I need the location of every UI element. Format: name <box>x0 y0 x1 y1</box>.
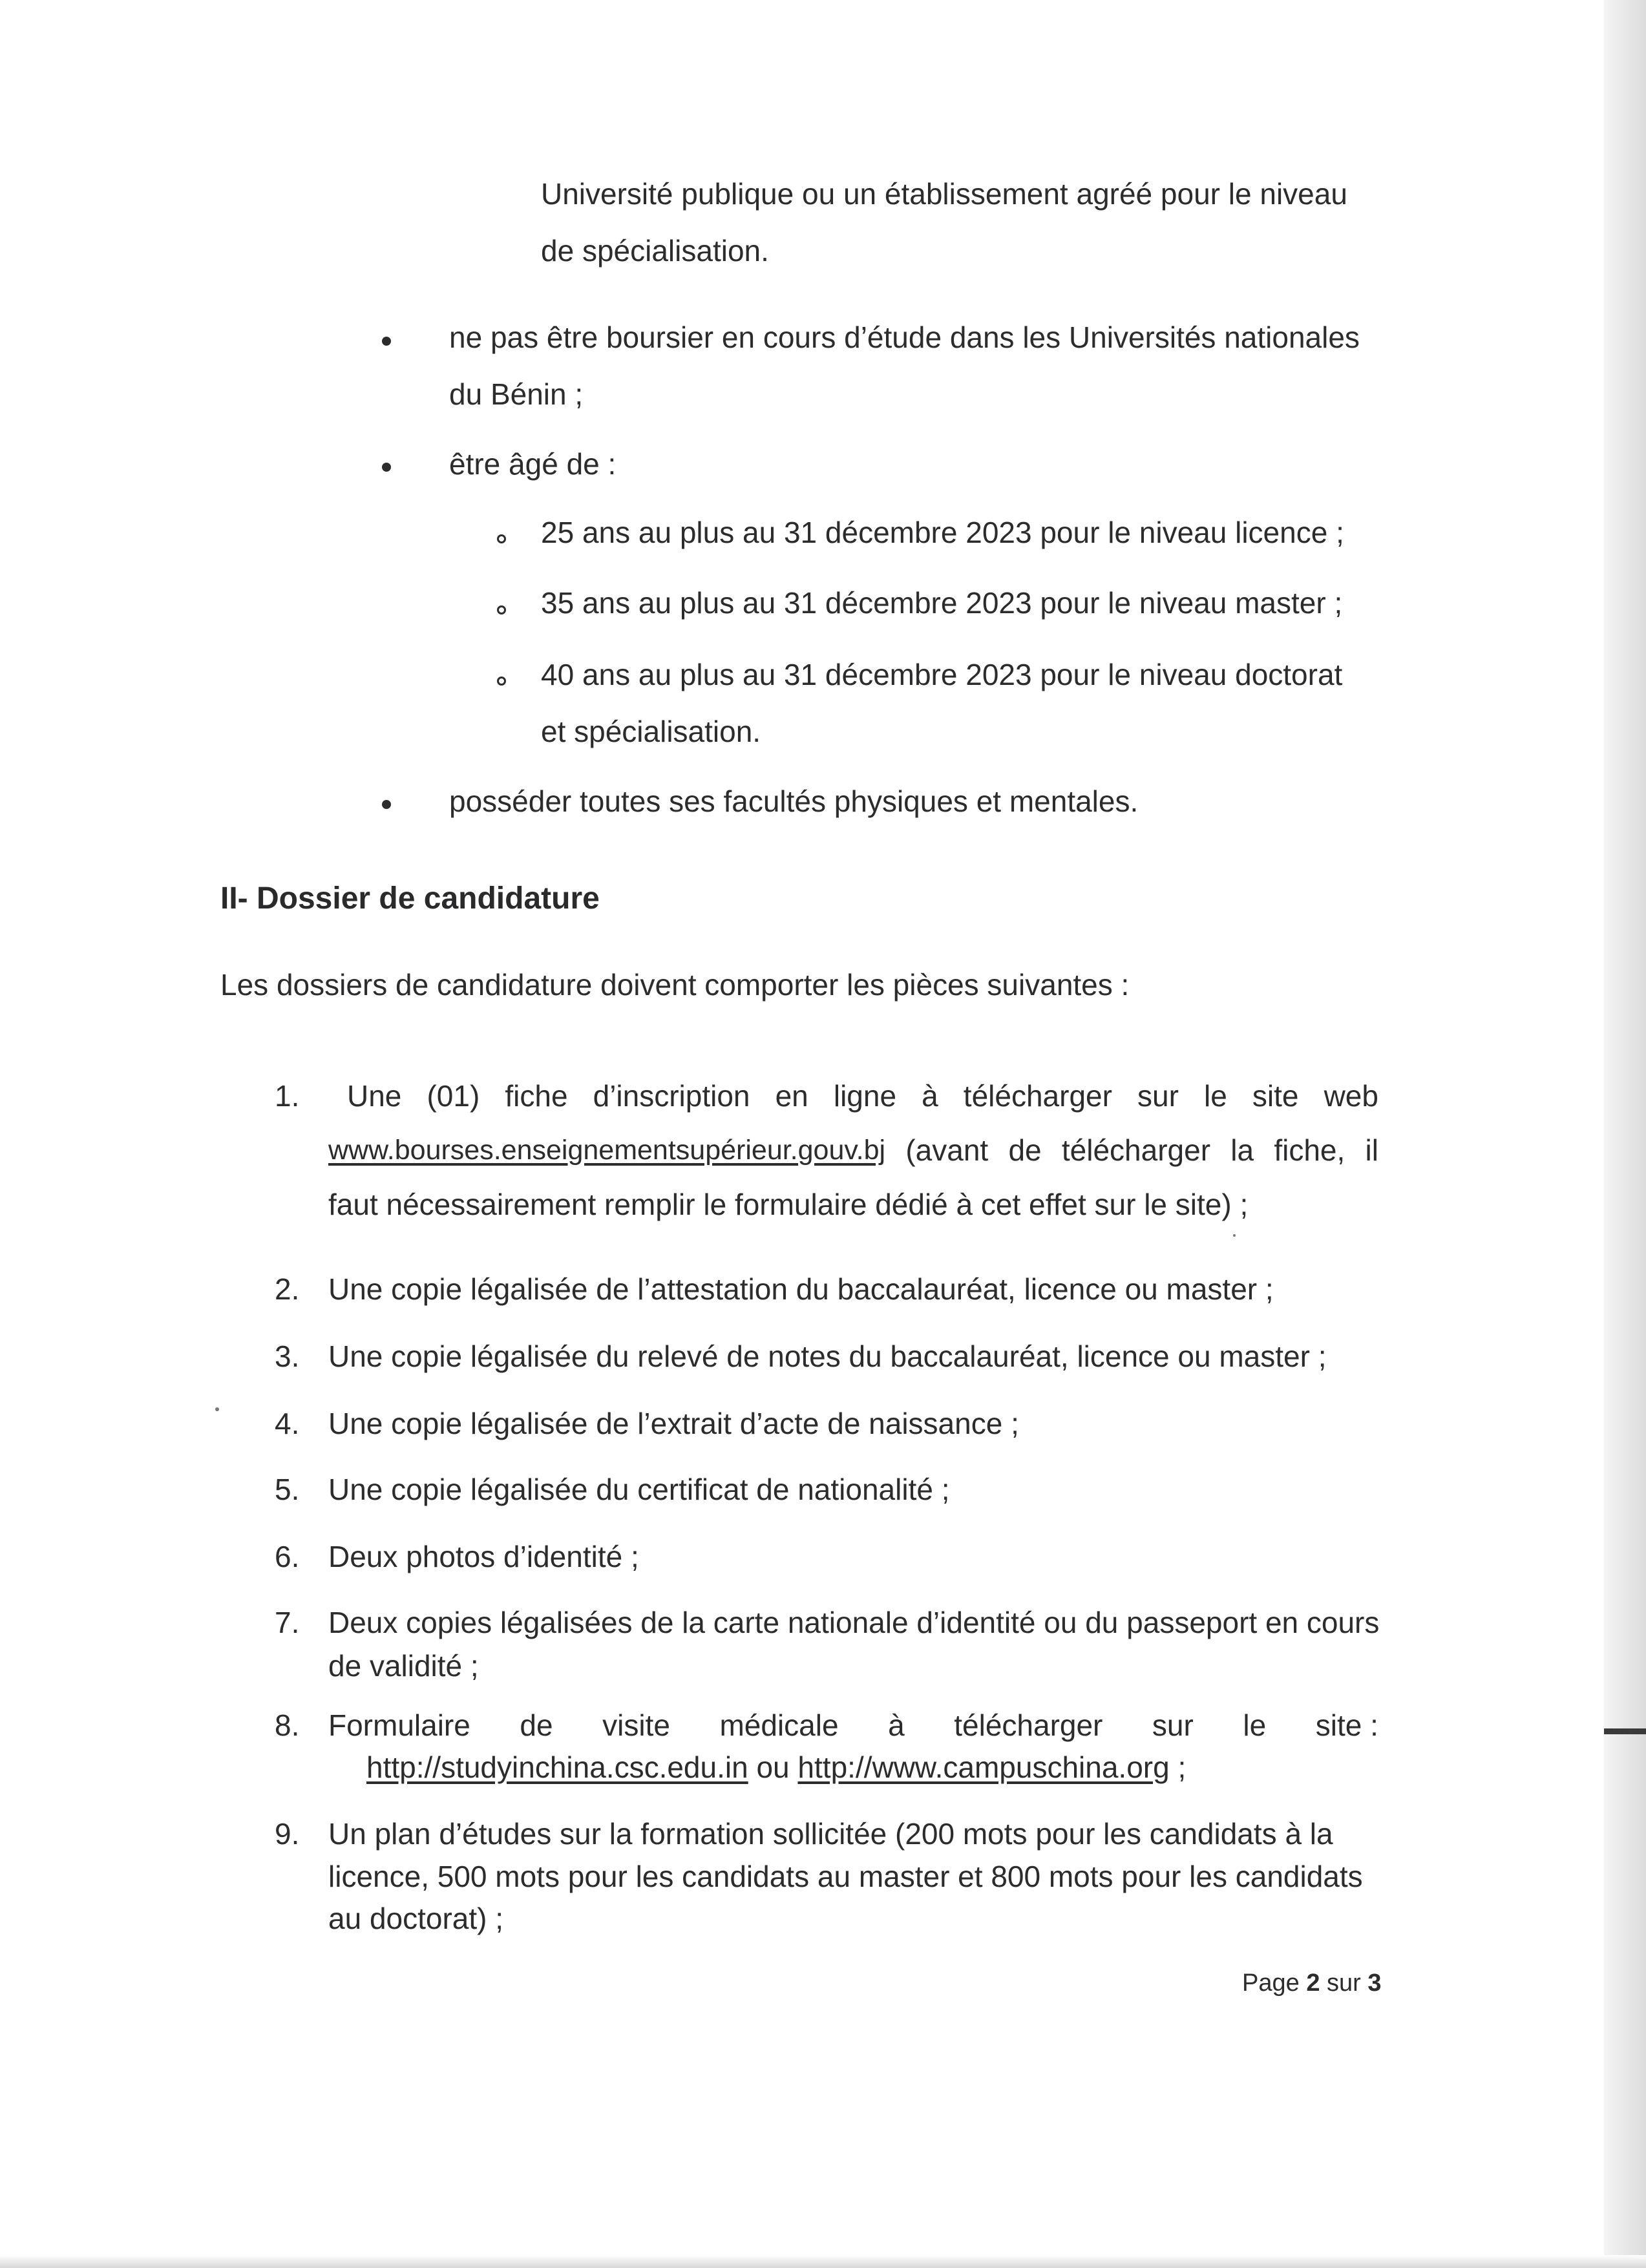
word: visite <box>602 1708 670 1742</box>
word: Une <box>347 1079 402 1113</box>
word: en <box>775 1079 808 1113</box>
scan-speck <box>1233 1234 1236 1237</box>
list-item-number: 4. <box>275 1407 300 1440</box>
word: télécharger <box>963 1079 1112 1113</box>
list-item-2-text: Une copie légalisée de l’attestation du baccalauréat, licence ou master ; <box>328 1272 1274 1306</box>
word: fiche, <box>1274 1133 1345 1167</box>
word: le <box>1243 1708 1267 1742</box>
scan-speck <box>215 1407 219 1411</box>
word: (avant <box>905 1133 989 1167</box>
list-item-5-text: Une copie légalisée du certificat de nationalité ; <box>328 1473 950 1506</box>
word: à <box>922 1079 938 1113</box>
bullet-3-text: posséder toutes ses facultés physiques et mentales. <box>449 784 1139 818</box>
studyinchina-link[interactable]: http://studyinchina.csc.edu.in <box>366 1750 748 1784</box>
page-label: Page <box>1242 1969 1300 1997</box>
word: de <box>1008 1133 1042 1167</box>
word: le <box>1204 1079 1227 1113</box>
word: fiche <box>505 1079 568 1113</box>
word: à <box>888 1708 905 1742</box>
bullet-1-line-1: ne pas être boursier en cours d’étude dans les Universités nationales <box>449 320 1360 354</box>
list-item-6-text: Deux photos d’identité ; <box>328 1540 639 1573</box>
bullet-1-line-2: du Bénin ; <box>449 377 584 411</box>
word: télécharger <box>954 1708 1103 1742</box>
word: (01) <box>427 1079 480 1113</box>
word: site <box>1252 1079 1299 1113</box>
list-item-number: 9. <box>275 1817 300 1851</box>
age-limit-licence: 25 ans au plus au 31 décembre 2023 pour le niveau licence ; <box>541 516 1344 549</box>
word: ligne <box>833 1079 897 1113</box>
list-item-number: 2. <box>275 1272 300 1306</box>
total-pages: 3 <box>1367 1969 1382 1997</box>
continuation-line-1: Université publique ou un établissement agréé pour le niveau <box>541 177 1347 211</box>
list-item-9-line-3: au doctorat) ; <box>328 1902 504 1935</box>
list-item-9-line-1: Un plan d’études sur la formation sollicitée (200 mots pour les candidats à la <box>328 1817 1333 1851</box>
sub-bullet-point <box>497 605 506 614</box>
list-item-1-line-3: faut nécessairement remplir le formulaire dédié à cet effet sur le site) ; <box>328 1188 1249 1221</box>
bullet-point <box>382 337 391 346</box>
bullet-point <box>382 463 391 472</box>
current-page: 2 <box>1306 1969 1320 1997</box>
bullet-2-text: être âgé de : <box>449 447 617 481</box>
word: médicale <box>719 1708 839 1742</box>
word: site : <box>1315 1708 1378 1742</box>
scan-margin-mark <box>1604 1728 1646 1734</box>
list-item-8-line-1 <box>328 1707 1378 1743</box>
word: d’inscription <box>593 1079 750 1113</box>
list-item-1-line-1 <box>347 1078 1378 1114</box>
age-limit-master: 35 ans au plus au 31 décembre 2023 pour le niveau master ; <box>541 586 1343 620</box>
list-item-3-text: Une copie légalisée du relevé de notes du baccalauréat, licence ou master ; <box>328 1339 1327 1373</box>
word: la <box>1230 1133 1254 1167</box>
connector-text: ou <box>756 1750 790 1784</box>
sub-bullet-point <box>497 677 506 686</box>
bullet-point <box>382 800 391 809</box>
registration-site-link[interactable]: www.bourses.enseignementsupérieur.gouv.bj <box>328 1135 886 1166</box>
campuschina-link[interactable]: http://www.campuschina.org <box>797 1750 1170 1784</box>
age-limit-doctorat-line-1: 40 ans au plus au 31 décembre 2023 pour le niveau doctorat <box>541 658 1343 691</box>
word: il <box>1365 1133 1378 1167</box>
scan-edge-right <box>1604 0 1646 2268</box>
continuation-line-2: de spécialisation. <box>541 234 769 268</box>
list-item-9-line-2: licence, 500 mots pour les candidats au master et 800 mots pour les candidats <box>328 1860 1363 1893</box>
section-intro: Les dossiers de candidature doivent comporter les pièces suivantes : <box>220 968 1130 1002</box>
list-item-number: 8. <box>275 1708 300 1742</box>
scan-edge-bottom <box>0 2255 1646 2268</box>
list-item-number: 6. <box>275 1540 300 1573</box>
word: de <box>520 1708 553 1742</box>
word: Formulaire <box>328 1708 470 1742</box>
list-item-8-line-2 <box>366 1749 1186 1785</box>
section-heading: II- Dossier de candidature <box>220 881 600 916</box>
list-item-4-text: Une copie légalisée de l’extrait d’acte de naissance ; <box>328 1407 1019 1440</box>
page-separator: sur <box>1327 1969 1361 1997</box>
list-item-number: 3. <box>275 1339 300 1373</box>
word: sur <box>1152 1708 1194 1742</box>
sub-bullet-point <box>497 534 506 543</box>
list-item-7-line-2: de validité ; <box>328 1649 479 1683</box>
line-end: ; <box>1177 1750 1187 1784</box>
word: télécharger <box>1061 1133 1211 1167</box>
word: web <box>1324 1079 1378 1113</box>
page-number <box>1242 1968 1382 1998</box>
list-item-1-line-2 <box>328 1132 1378 1168</box>
age-limit-doctorat-line-2: et spécialisation. <box>541 715 761 748</box>
word: sur <box>1137 1079 1179 1113</box>
list-item-7-line-1: Deux copies légalisées de la carte nationale d’identité ou du passeport en cours <box>328 1606 1380 1639</box>
list-item-number: 5. <box>275 1473 300 1506</box>
list-item-number: 7. <box>275 1606 300 1639</box>
list-item-number: 1. <box>275 1079 300 1113</box>
